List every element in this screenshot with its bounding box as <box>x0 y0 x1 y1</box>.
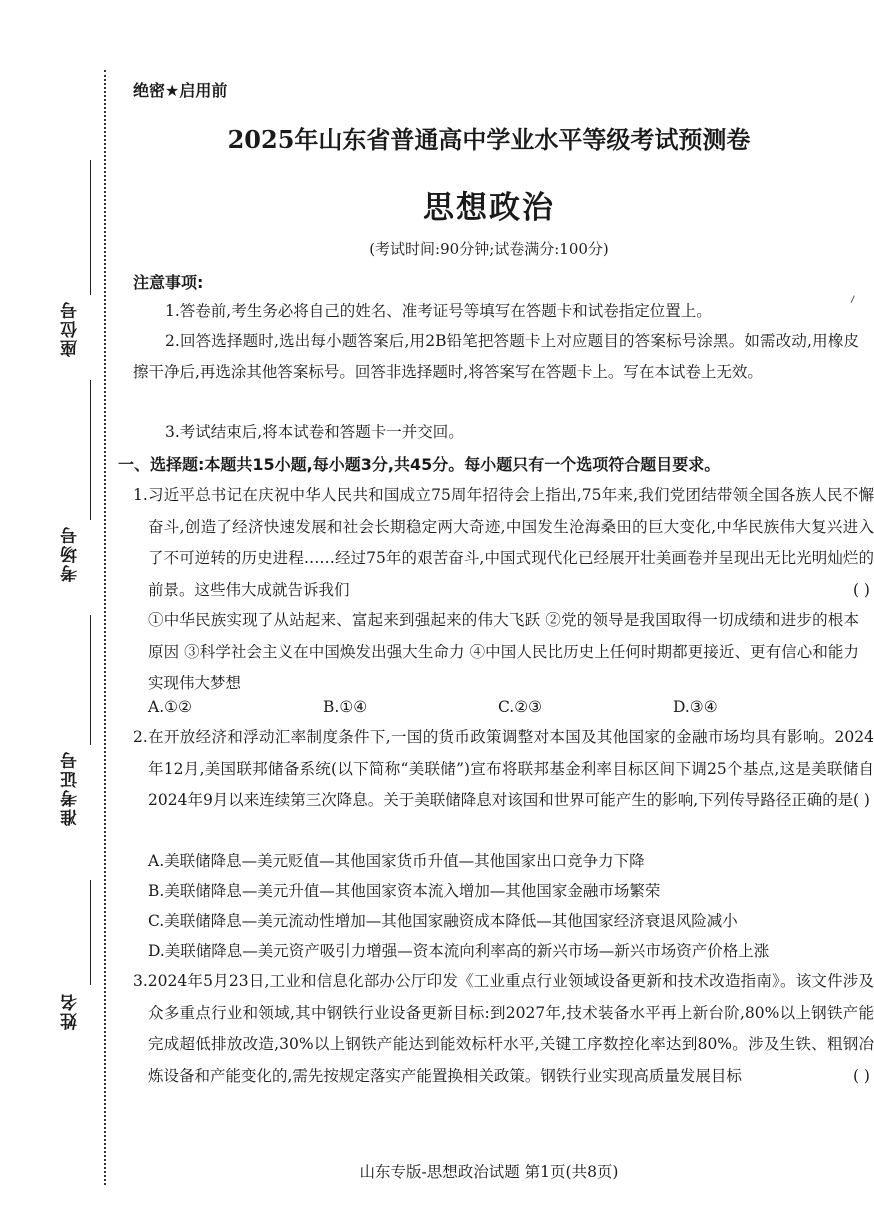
ticket-number-field <box>58 750 98 880</box>
confidential-mark: 绝密★启用前 <box>133 81 228 100</box>
option-c: C.②③ <box>498 698 543 716</box>
ticket-number-blank <box>90 615 91 745</box>
name-field <box>58 992 98 1052</box>
answer-paren: ( ) <box>852 580 870 599</box>
option-d: D.③④ <box>673 698 718 716</box>
question-1 <box>133 480 874 606</box>
choice-b: B.美联储降息—美元升值—其他国家资本流入增加—其他国家金融市场繁荣 <box>148 882 661 900</box>
option-b: B.①④ <box>323 698 368 716</box>
seat-number-label: 座位号 <box>61 300 81 357</box>
choice-a: A.美联储降息—美元贬值—其他国家货币升值—其他国家出口竞争力下降 <box>148 852 645 870</box>
room-number-label: 考场号 <box>61 525 81 582</box>
ticket-number-label: 准考证号 <box>61 750 81 826</box>
room-number-blank <box>90 380 91 520</box>
section-heading: 一、选择题:本题共15小题,每小题3分,共45分。每小题只有一个选项符合题目要求。 <box>118 455 721 474</box>
question-1-stem: 1.习近平总书记在庆祝中华人民共和国成立75周年招待会上指出,75年来,我们党团结带领全国各族人民不懈奋斗,创造了经济快速发展和社会长期稳定两大奇迹,中国发生沧海桑田的巨大变化,中华民族伟大复兴进入了不可逆转的历史进程……经过75年的艰苦奋斗,中国式现代化已经展开壮美画卷并呈现出无比光明灿烂的前景。这些伟大成就告诉我们 <box>133 486 874 599</box>
answer-paren: ( ) <box>852 791 870 809</box>
notes-heading: 注意事项: <box>133 273 204 292</box>
question-2 <box>133 722 874 817</box>
question-1-statements: ①中华民族实现了从站起来、富起来到强起来的伟大飞跃 ②党的领导是我国取得一切成绩和进步的根本原因 ③科学社会主义在中国焕发出强大生命力 ④中国人民比历史上任何时期都更接近、更有信心和能力实现伟大梦想 <box>148 611 859 692</box>
seat-number-field <box>58 300 98 410</box>
question-2-stem: 2.在开放经济和浮动汇率制度条件下,一国的货币政策调整对本国及其他国家的金融市场均具有影响。2024年12月,美国联邦储备系统(以下简称“美联储”)宣布将联邦基金利率目标区间下调25个基点,这是美联储自2024年9月以来连续第三次降息。关于美联储降息对该国和世界可能产生的影响,下列传导路径正确的是 <box>133 728 874 809</box>
name-label: 姓名 <box>61 992 81 1030</box>
note-item: 2.回答选择题时,选出每小题答案后,用2B铅笔把答题卡上对应题目的答案标号涂黑。如需改动,用橡皮擦干净后,再选涂其他答案标号。回答非选择题时,将答案写在答题卡上。写在本试卷上无效。 <box>133 332 859 381</box>
choice-c: C.美联储降息—美元流动性增加—其他国家融资成本降低—其他国家经济衰退风险减小 <box>148 912 738 930</box>
choice-d: D.美联储降息—美元资产吸引力增强—资本流向利率高的新兴市场—新兴市场资产价格上涨 <box>148 942 770 960</box>
exam-title: 2025年山东省普通高中学业水平等级考试预测卷 <box>227 125 751 154</box>
question-3 <box>133 966 874 1092</box>
note-item: 1.答卷前,考生务必将自己的姓名、准考证号等填写在答题卡和试卷指定位置上。 <box>165 302 712 320</box>
page-footer: 山东专版-思想政治试题 第1页(共8页) <box>359 1163 619 1181</box>
binding-dotted-line <box>104 70 106 1185</box>
exam-info: (考试时间:90分钟;试卷满分:100分) <box>369 240 609 258</box>
question-3-stem: 3.2024年5月23日,工业和信息化部办公厅印发《工业重点行业领域设备更新和技术改造指南》。该文件涉及众多重点行业和领域,其中钢铁行业设备更新目标:到2027年,技术装备水平再上新台阶,80%以上钢铁产能完成超低排放改造,30%以上钢铁产能达到能效标杆水平,关键工序数控化率达到80%。涉及生铁、粗钢冶炼设备和产能变化的,需先按规定落实产能置换相关政策。钢铁行业实现高质量发展目标 <box>133 972 874 1085</box>
name-blank <box>90 880 91 985</box>
subject-title: 思想政治 <box>423 190 555 226</box>
seat-number-blank <box>90 160 91 295</box>
option-a: A.①② <box>148 698 192 716</box>
room-number-field <box>58 525 98 615</box>
answer-paren: ( ) <box>852 1066 870 1085</box>
question-1-options <box>148 698 848 716</box>
note-item: 3.考试结束后,将本试卷和答题卡一并交回。 <box>165 423 464 441</box>
